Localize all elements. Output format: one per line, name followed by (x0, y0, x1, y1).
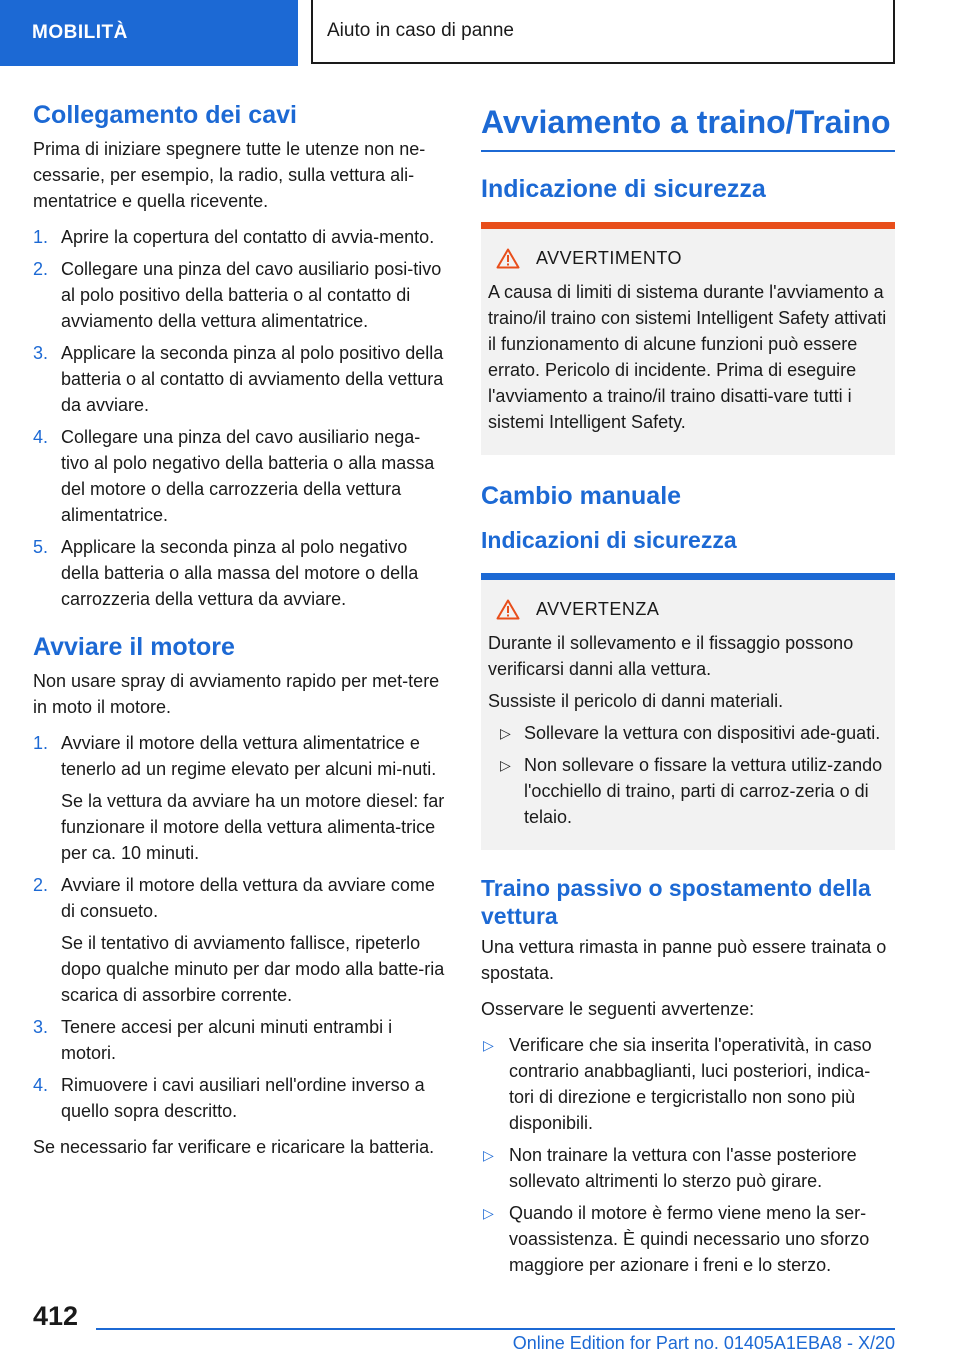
triangle-bullet-icon: ▷ (500, 725, 511, 741)
step-text: Tenere accesi per alcuni minuti entrambi i motori. (61, 1017, 393, 1063)
left-column (33, 100, 446, 1170)
passive-intro: Una vettura rimasta in panne può essere trainata o spostata. (481, 937, 887, 983)
list-item (33, 424, 446, 528)
engine-heading: Avviare il motore (33, 633, 235, 661)
section-tab: MOBILITÀ (0, 0, 298, 66)
caution-text-1: Durante il sollevamento e il fissaggio possono verificarsi danni alla vettura. (488, 633, 854, 679)
step-number: 1. (33, 733, 49, 753)
step-text: Rimuovere i cavi ausiliari nell'ordine inverso a quello sopra descritto. (61, 1075, 425, 1121)
warning-box (481, 222, 895, 455)
list-item-text: Verificare che sia inserita l'operatività, in caso contrario anabbaglianti, luci posteriori, indica-tori di direzione e tergicristallo non sono più disponibili. (509, 1035, 872, 1133)
page-number: 412 (33, 1301, 79, 1331)
manual-safety-heading: Indicazioni di sicurezza (481, 527, 737, 553)
cables-heading: Collegamento dei cavi (33, 101, 297, 129)
list-item-text: Non trainare la vettura con l'asse posteriore sollevato altrimenti lo sterzo può girare. (509, 1145, 857, 1191)
list-item (33, 1014, 446, 1066)
warning-label: AVVERTIMENTO (536, 248, 683, 268)
step-number: 4. (33, 1075, 49, 1095)
warning-triangle-icon (496, 599, 520, 620)
step-number: 3. (33, 1017, 49, 1037)
step-number: 5. (33, 537, 49, 557)
step-text: Collegare una pinza del cavo ausiliario nega-tivo al polo negativo della batteria o alla massa del motore o della carrozzeria della vettura alimentatrice. (61, 427, 435, 525)
triangle-bullet-icon: ▷ (483, 1037, 494, 1053)
step-text: Applicare la seconda pinza al polo negativo della batteria o alla massa del motore o della carrozzeria della vettura da avviare. (61, 537, 419, 609)
passive-note: Osservare le seguenti avvertenze: (481, 999, 755, 1019)
page-title: Avviamento a traino/Traino (481, 100, 895, 152)
list-item (33, 730, 446, 866)
step-text: Collegare una pinza del cavo ausiliario posi-tivo al polo positivo della batteria o al contatto di avviamento della vettura alimentatrice. (61, 259, 442, 331)
list-item-text: Sollevare la vettura con dispositivi ade-guati. (524, 723, 881, 743)
list-item (481, 1142, 895, 1194)
cables-intro: Prima di iniziare spegnere tutte le utenze non ne-cessarie, per esempio, la radio, sulla vettura ali-mentatrice e quella ricevente. (33, 139, 426, 211)
triangle-bullet-icon: ▷ (483, 1147, 494, 1163)
safety-heading: Indicazione di sicurezza (481, 175, 766, 203)
list-item (481, 1032, 895, 1136)
manual-heading: Cambio manuale (481, 482, 682, 510)
list-item (33, 224, 446, 250)
engine-outro: Se necessario far verificare e ricaricare la batteria. (33, 1137, 435, 1157)
step-number: 2. (33, 875, 49, 895)
caution-list (488, 720, 888, 830)
list-item (33, 1072, 446, 1124)
step-text: Avviare il motore della vettura alimentatrice e tenerlo ad un regime elevato per alcuni mi-nuti. (61, 733, 437, 779)
step-text: Avviare il motore della vettura da avviare come di consueto. (61, 875, 435, 921)
page-header (0, 0, 960, 66)
passive-towing-heading: Traino passivo o spostamento della vettura (481, 875, 871, 929)
step-subtext: Se la vettura da avviare ha un motore diesel: far funzionare il motore della vettura alimenta-trice per ca. 10 minuti. (61, 791, 445, 863)
list-item-text: Quando il motore è fermo viene meno la ser-voassistenza. È quindi necessario uno sforzo maggiore per azionare i freni e lo sterzo. (509, 1203, 870, 1275)
engine-steps (33, 730, 446, 1124)
step-subtext: Se il tentativo di avviamento fallisce, ripeterlo dopo qualche minuto per dar modo alla batte-ria scarica di assorbire corrente. (61, 933, 445, 1005)
list-item (33, 872, 446, 1008)
footer-edition: Online Edition for Part no. 01405A1EBA8 - X/20 (512, 1333, 895, 1353)
footer-divider (96, 1328, 895, 1330)
caution-text-2: Sussiste il pericolo di danni materiali. (488, 691, 784, 711)
triangle-bullet-icon: ▷ (500, 757, 511, 773)
step-text: Aprire la copertura del contatto di avvia-mento. (61, 227, 435, 247)
passive-list (481, 1032, 895, 1278)
list-item (488, 720, 888, 746)
engine-intro: Non usare spray di avviamento rapido per met-tere in moto il motore. (33, 671, 440, 717)
warning-header (488, 245, 888, 271)
list-item (488, 752, 888, 830)
triangle-bullet-icon: ▷ (483, 1205, 494, 1221)
warning-triangle-icon (496, 248, 520, 269)
step-number: 4. (33, 427, 49, 447)
caution-label: AVVERTENZA (536, 599, 660, 619)
cables-steps (33, 224, 446, 612)
list-item (481, 1200, 895, 1278)
list-item (33, 256, 446, 334)
warning-text: A causa di limiti di sistema durante l'avviamento a traino/il traino con sistemi Intelligent Safety attivati il funzionamento di alcune funzioni può essere errato. Pericolo di incidente. Prima di eseguire l'avviamento a traino/il traino disatti-vare tutti i sistemi Intelligent Safety. (488, 282, 887, 432)
list-item (33, 340, 446, 418)
step-number: 3. (33, 343, 49, 363)
caution-header (488, 596, 888, 622)
chapter-tab: Aiuto in caso di panne (311, 0, 895, 64)
step-number: 1. (33, 227, 49, 247)
list-item (33, 534, 446, 612)
step-text: Applicare la seconda pinza al polo positivo della batteria o al contatto di avviamento della vettura da avviare. (61, 343, 444, 415)
caution-box (481, 573, 895, 850)
list-item-text: Non sollevare o fissare la vettura utiliz-zando l'occhiello di traino, parti di carroz-zeria o di telaio. (524, 755, 883, 827)
step-number: 2. (33, 259, 49, 279)
right-column (481, 100, 895, 1284)
